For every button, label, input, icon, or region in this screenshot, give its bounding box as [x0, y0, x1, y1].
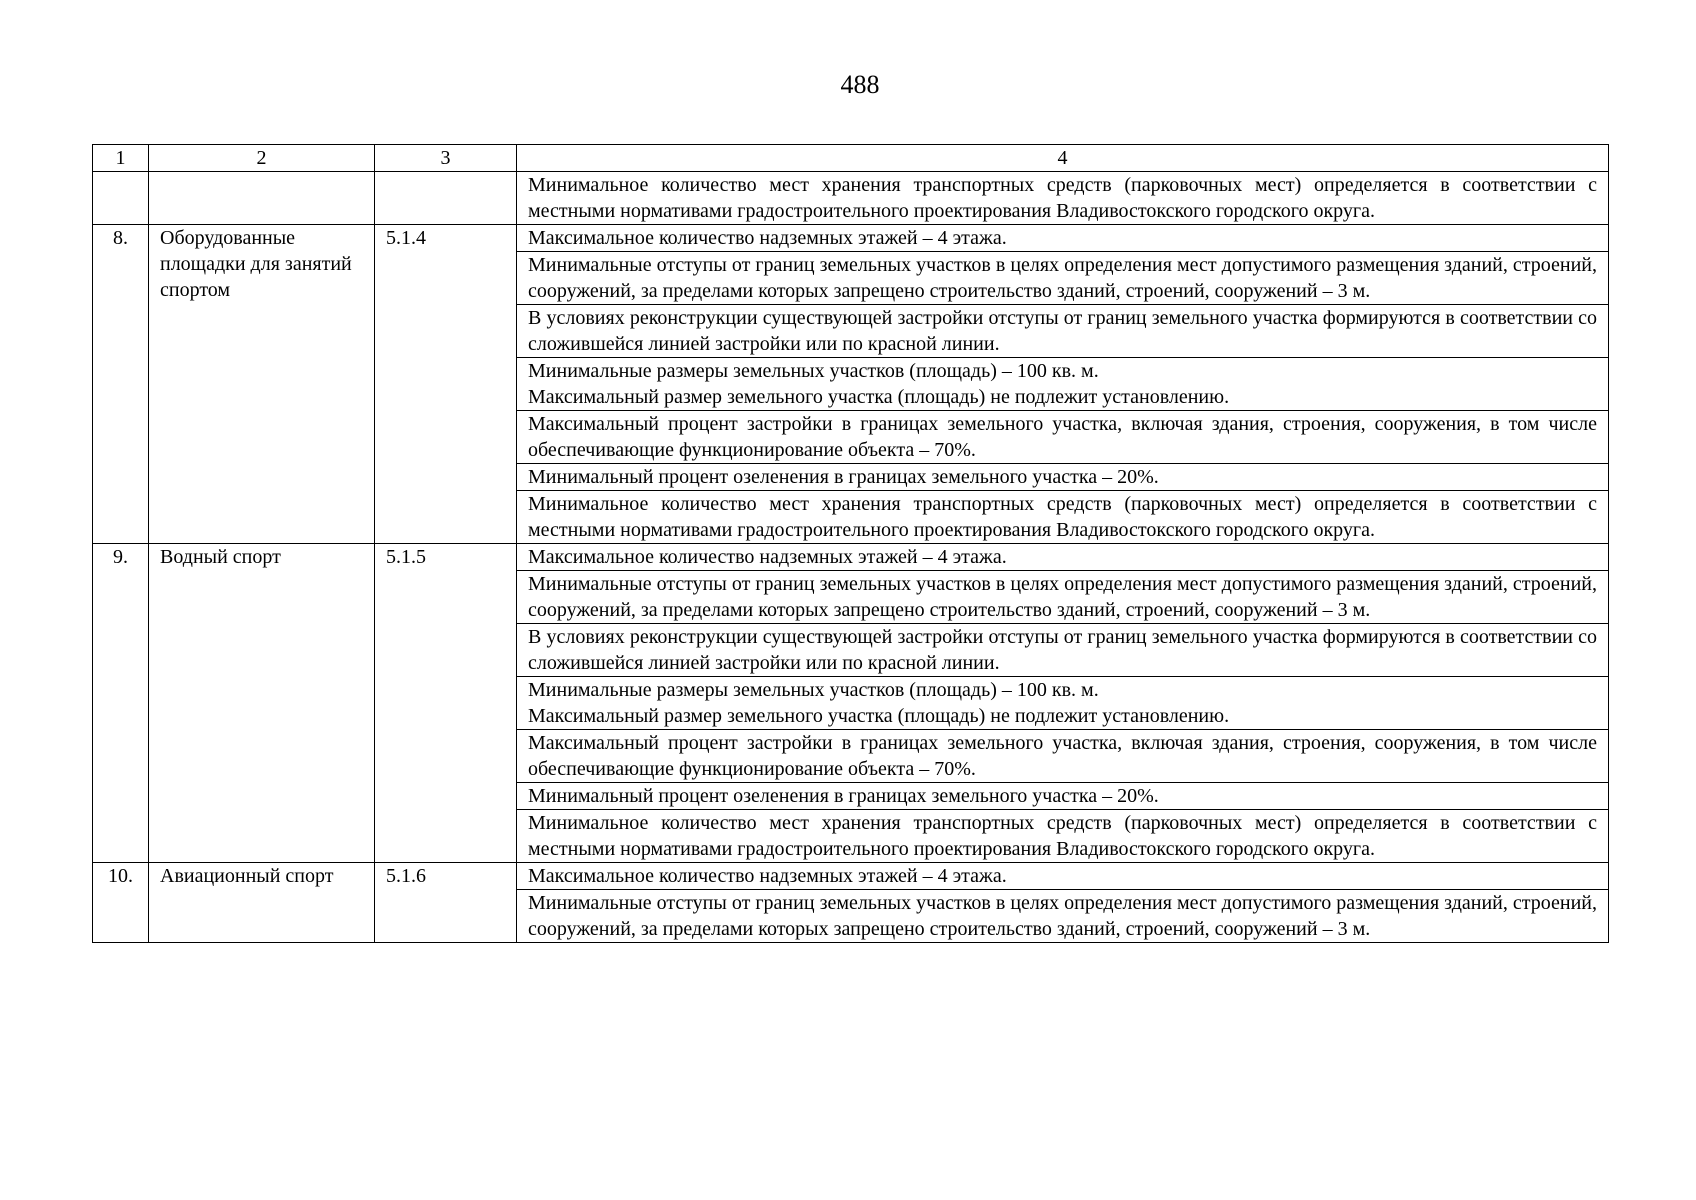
- parameter-cell: Минимальное количество мест хранения транспортных средств (парковочных мест) определяется в соответствии с местными нормативами градостроительного проектирования Владивостокского городского округа.: [517, 810, 1609, 863]
- table-row: [93, 544, 1609, 571]
- parameter-cell: В условиях реконструкции существующей застройки отступы от границ земельного участка формируются в соответствии со сложившейся линией застройки или по красной линии.: [517, 624, 1609, 677]
- parameter-cell: [517, 677, 1609, 730]
- use-type-code: 5.1.6: [375, 863, 517, 943]
- parameter-cell: Максимальный процент застройки в границах земельного участка, включая здания, строения, сооружения, в том числе обеспечивающие функционирование объекта – 70%.: [517, 730, 1609, 783]
- continuation-code-cell: [375, 172, 517, 225]
- row-number: 10.: [93, 863, 149, 943]
- parameter-line: Максимальный размер земельного участка (площадь) не подлежит установлению.: [528, 386, 1230, 408]
- continuation-name-cell: [149, 172, 375, 225]
- regulations-table: [92, 144, 1609, 943]
- continuation-row: [93, 172, 1609, 225]
- parameter-cell: Максимальное количество надземных этажей – 4 этажа.: [517, 863, 1609, 890]
- use-type-name: Авиационный спорт: [149, 863, 375, 943]
- parameter-cell: Максимальное количество надземных этажей – 4 этажа.: [517, 544, 1609, 571]
- row-number: 8.: [93, 225, 149, 544]
- use-type-name: Водный спорт: [149, 544, 375, 863]
- page-number: 488: [840, 70, 880, 99]
- table-row: [93, 225, 1609, 252]
- header-col-2: 2: [149, 145, 375, 172]
- use-type-name: Оборудованные площадки для занятий спортом: [149, 225, 375, 544]
- parameter-cell: Минимальные отступы от границ земельных участков в целях определения мест допустимого размещения зданий, строений, сооружений, за пределами которых запрещено строительство зданий, строений, сооружений – 3 м.: [517, 252, 1609, 305]
- parameter-cell: Минимальный процент озеленения в границах земельного участка – 20%.: [517, 464, 1609, 491]
- parameter-line: Максимальный размер земельного участка (площадь) не подлежит установлению.: [528, 705, 1230, 727]
- header-col-1: 1: [93, 145, 149, 172]
- parameter-line: Минимальные размеры земельных участков (площадь) – 100 кв. м.: [528, 679, 1099, 701]
- parameter-cell: Минимальные отступы от границ земельных участков в целях определения мест допустимого размещения зданий, строений, сооружений, за пределами которых запрещено строительство зданий, строений, сооружений – 3 м.: [517, 571, 1609, 624]
- parameter-cell: В условиях реконструкции существующей застройки отступы от границ земельного участка формируются в соответствии со сложившейся линией застройки или по красной линии.: [517, 305, 1609, 358]
- continuation-num-cell: [93, 172, 149, 225]
- header-col-4: 4: [517, 145, 1609, 172]
- table-row: [93, 863, 1609, 890]
- parameter-cell: Минимальный процент озеленения в границах земельного участка – 20%.: [517, 783, 1609, 810]
- parameter-cell: Минимальное количество мест хранения транспортных средств (парковочных мест) определяется в соответствии с местными нормативами градостроительного проектирования Владивостокского городского округа.: [517, 172, 1609, 225]
- row-number: 9.: [93, 544, 149, 863]
- use-type-code: 5.1.4: [375, 225, 517, 544]
- header-col-3: 3: [375, 145, 517, 172]
- parameter-line: Минимальные размеры земельных участков (площадь) – 100 кв. м.: [528, 360, 1099, 382]
- table-header-row: [93, 145, 1609, 172]
- use-type-code: 5.1.5: [375, 544, 517, 863]
- parameter-cell: Максимальное количество надземных этажей – 4 этажа.: [517, 225, 1609, 252]
- parameter-cell: Минимальное количество мест хранения транспортных средств (парковочных мест) определяется в соответствии с местными нормативами градостроительного проектирования Владивостокского городского округа.: [517, 491, 1609, 544]
- parameter-cell: Максимальный процент застройки в границах земельного участка, включая здания, строения, сооружения, в том числе обеспечивающие функционирование объекта – 70%.: [517, 411, 1609, 464]
- parameter-cell: [517, 358, 1609, 411]
- parameter-cell: Минимальные отступы от границ земельных участков в целях определения мест допустимого размещения зданий, строений, сооружений, за пределами которых запрещено строительство зданий, строений, сооружений – 3 м.: [517, 890, 1609, 943]
